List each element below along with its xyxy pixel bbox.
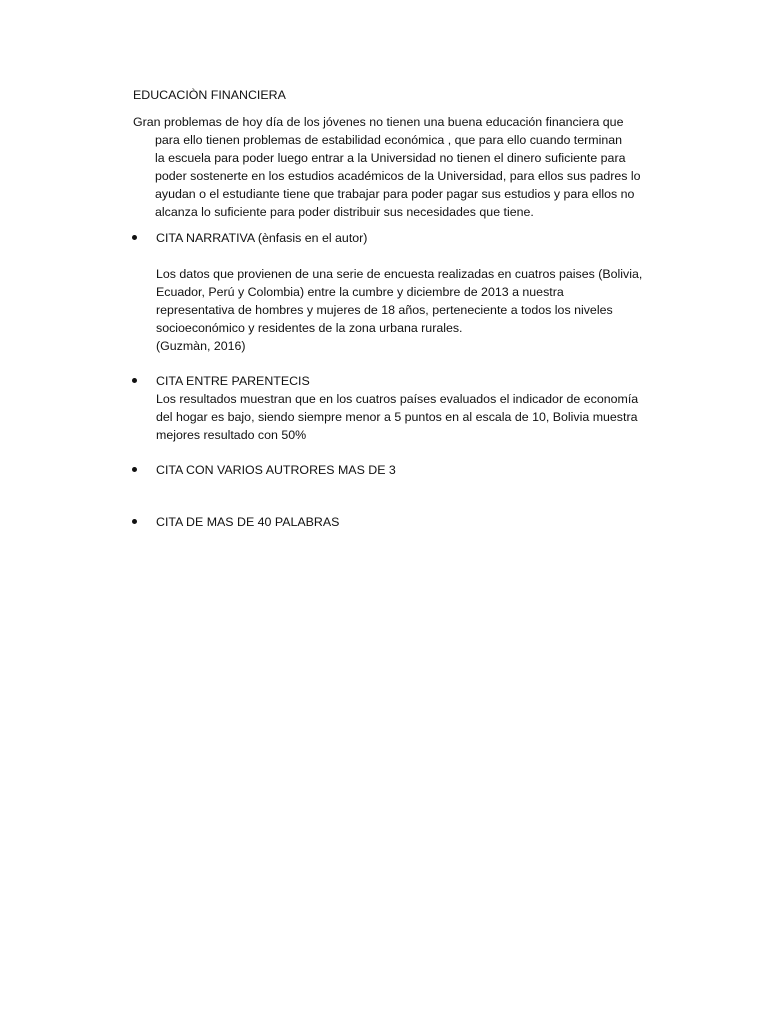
section-heading-cita-narrativa: CITA NARRATIVA (ènfasis en el autor) <box>156 231 368 245</box>
section-body-line: Los resultados muestran que en los cuatros países evaluados el indicador de economía <box>156 392 639 406</box>
intro-line: alcanza lo suficiente para poder distribuir sus necesidades que tiene. <box>155 205 534 219</box>
section-heading-cita-varios-autores: CITA CON VARIOS AUTRORES MAS DE 3 <box>156 463 396 477</box>
section-body-cita-entre-parentecis <box>156 390 676 444</box>
section-heading-cita-entre-parentecis: CITA ENTRE PARENTECIS <box>156 374 310 388</box>
intro-line: para ello tienen problemas de estabilidad económica , que para ello cuando terminan <box>155 133 623 147</box>
section-body-line: Ecuador, Perú y Colombia) entre la cumbre y diciembre de 2013 a nuestra <box>156 285 564 299</box>
document-title: EDUCACIÒN FINANCIERA <box>133 88 286 102</box>
bullet-icon <box>131 461 139 479</box>
section-body-line: representativa de hombres y mujeres de 18 años, perteneciente a todos los niveles <box>156 303 613 317</box>
section-body-cita-narrativa <box>156 265 676 355</box>
section-body-line: mejores resultado con 50% <box>156 428 307 442</box>
bullet-icon <box>131 513 139 531</box>
section-heading-cita-mas-40-palabras: CITA DE MAS DE 40 PALABRAS <box>156 515 340 529</box>
intro-line: poder sostenerte en los estudios académicos de la Universidad, para ellos sus padres lo <box>155 169 641 183</box>
citation-reference: (Guzmàn, 2016) <box>156 339 246 353</box>
bullet-icon <box>131 372 139 390</box>
section-body-line: socioeconómico y residentes de la zona urbana rurales. <box>156 321 463 335</box>
intro-line: Gran problemas de hoy día de los jóvenes no tienen una buena educación financiera que <box>133 115 624 129</box>
intro-line: la escuela para poder luego entrar a la Universidad no tienen el dinero suficiente para <box>155 151 626 165</box>
intro-line: ayudan o el estudiante tiene que trabajar para poder pagar sus estudios y para ellos no <box>155 187 635 201</box>
bullet-icon <box>131 229 139 247</box>
intro-paragraph <box>133 113 663 221</box>
section-body-line: Los datos que provienen de una serie de encuesta realizadas en cuatros paises (Bolivia, <box>156 267 643 281</box>
section-body-line: del hogar es bajo, siendo siempre menor a 5 puntos en al escala de 10, Bolivia muestra <box>156 410 638 424</box>
